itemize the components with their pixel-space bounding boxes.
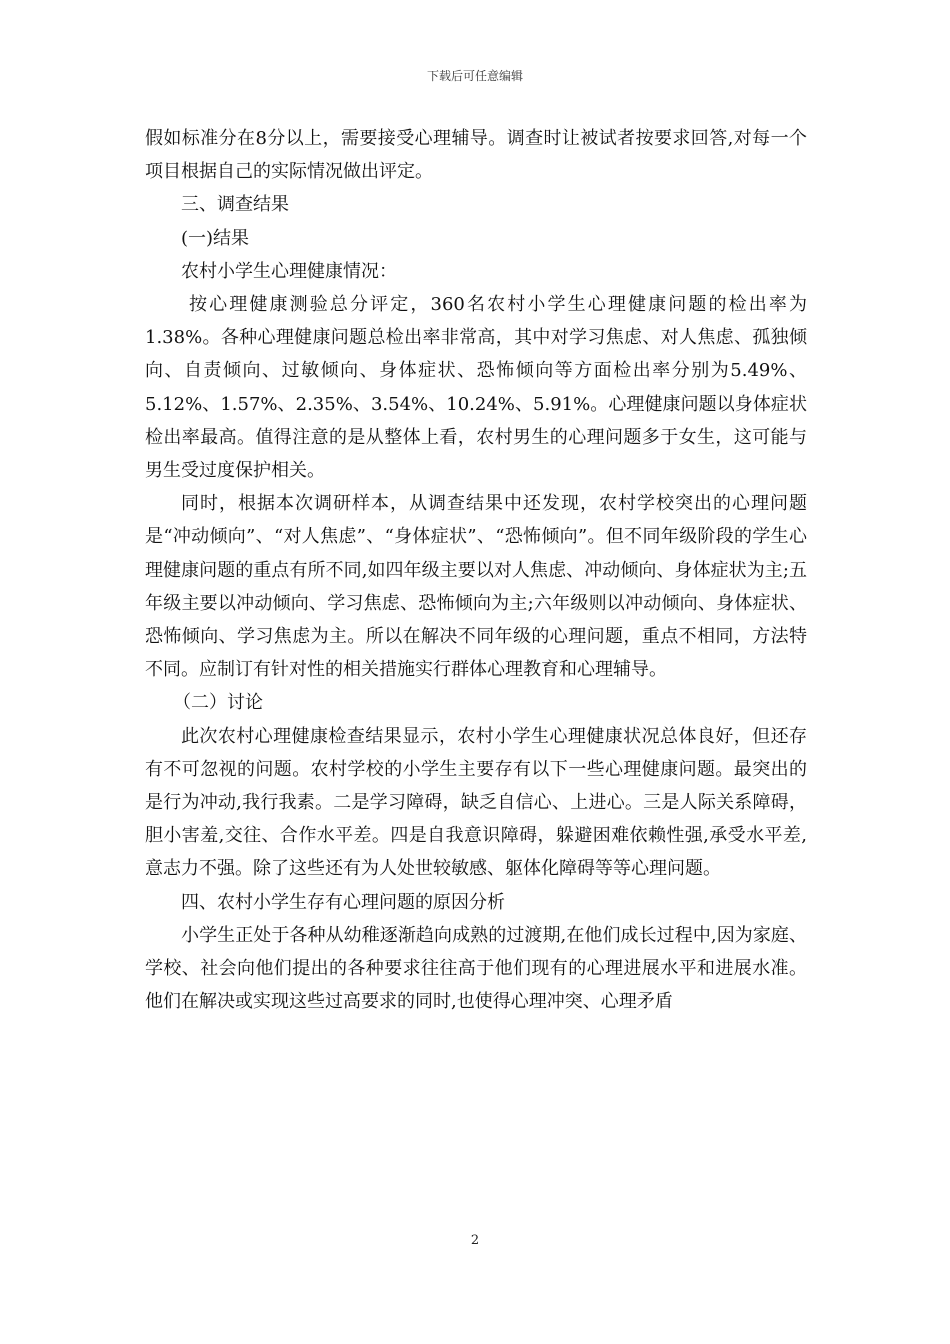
page-header: 下载后可任意编辑	[426, 69, 523, 83]
paragraph-causes: 小学生正处于各种从幼稚逐渐趋向成熟的过渡期,在他们成长过程中,因为家庭、学校、社会向他们提出的各种要求往往高于他们现有的心理进展水平和进展水准。他们在解决或实现这些过高要求的同时,也使得心理冲突、心理矛盾	[145, 924, 807, 1013]
paragraph-grade-differences: 同时，根据本次调研样本，从调查结果中还发现，农村学校突出的心理问题是“冲动倾向”、“对人焦虑”、“身体症状”、“恐怖倾向”。但不同年级阶段的学生心理健康问题的重点有所不同,如四年级主要以对人焦虑、冲动倾向、身体症状为主;五年级主要以冲动倾向、学习焦虑、恐怖倾向为主;六年级则以冲动倾向、身体症状、恐怖倾向、学习焦虑为主。所以在解决不同年级的心理问题，重点不相同，方法特不同。应制订有针对性的相关措施实行群体心理教育和心理辅导。	[145, 493, 807, 681]
document-body	[145, 122, 807, 1018]
paragraph-standard-score: 假如标准分在8分以上，需要接受心理辅导。调查时让被试者按要求回答,对每一个项目根据自己的实际情况做出评定。	[145, 128, 807, 183]
paragraph-discussion: 此次农村心理健康检查结果显示，农村小学生心理健康状况总体良好，但还存有不可忽视的问题。农村学校的小学生主要存有以下一些心理健康问题。最突出的是行为冲动,我行我素。二是学习障碍，缺乏自信心、上进心。三是人际关系障碍，胆小害羞,交往、合作水平差。四是自我意识障碍，躲避困难依赖性强,承受水平差,意志力不强。除了这些还有为人处世较敏感、躯体化障碍等等心理问题。	[145, 725, 807, 880]
section-heading-results: 三、调查结果	[181, 194, 289, 216]
paragraph-detection-rates: 按心理健康测验总分评定，360名农村小学生心理健康问题的检出率为1.38%。各种心理健康问题总检出率非常高，其中对学习焦虑、对人焦虑、孤独倾向、自责倾向、过敏倾向、身体症状、恐怖倾向等方面检出率分别为5.49%、5.12%、1.57%、2.35%、3.54%、10.24%、5.91%。心理健康问题以身体症状检出率最高。值得注意的是从整体上看，农村男生的心理问题多于女生，这可能与男生受过度保护相关。	[145, 294, 807, 482]
section-heading-causes: 四、农村小学生存有心理问题的原因分析	[181, 891, 505, 913]
page-number: 2	[470, 1233, 480, 1248]
subsection-heading-discussion: （二）讨论	[173, 692, 263, 714]
subsection-heading-results: (一)结果	[181, 227, 250, 249]
paragraph-health-status-label: 农村小学生心理健康情况：	[181, 260, 397, 282]
